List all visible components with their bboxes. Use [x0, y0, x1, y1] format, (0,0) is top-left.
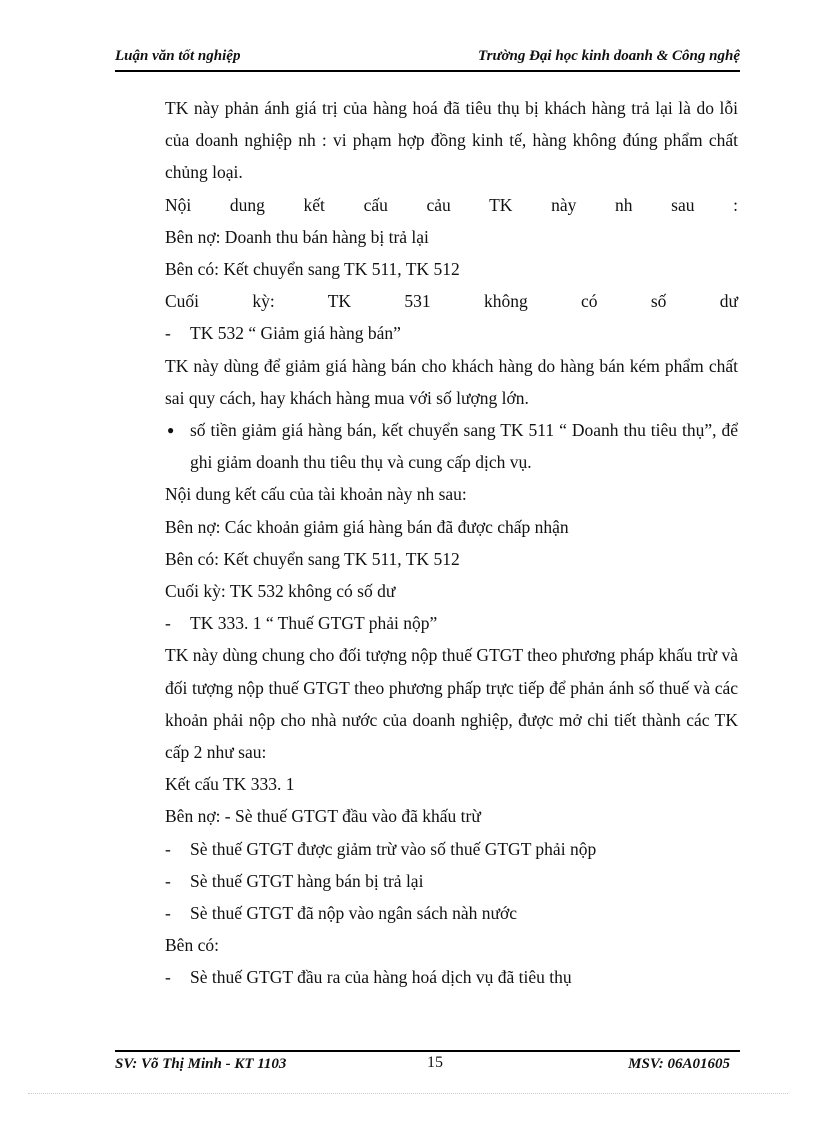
- paragraph-structure-heading-531: Nội dung kết cấu cảu TK này nh sau :: [165, 194, 738, 215]
- dash-marker: -: [165, 870, 171, 891]
- list-item-credit-output: [165, 961, 738, 993]
- paragraph-end-period-532: Cuối kỳ: TK 532 không có số dư: [165, 581, 396, 602]
- bullet-item-discount: [165, 414, 738, 478]
- paragraph-structure-heading-532: Nội dung kết cấu của tài khoản này nh sau:: [165, 484, 467, 505]
- dash-marker: -: [165, 613, 171, 634]
- page-number: 15: [427, 1054, 443, 1071]
- paragraph-tk3331-description: TK này dùng chung cho đối tượng nộp thuế GTGT theo phương pháp khấu trừ và đối tượng nộp thuế GTGT theo phương phấp trực tiếp để phản ánh số thuế và các khoản phải nộp cho nhà nước của doanh nghiệp, được mở chi tiết thành các TK cấp 2 như sau:: [165, 645, 738, 763]
- list-item-text: TK 532 “ Giảm giá hàng bán”: [190, 323, 401, 344]
- page-footer: [115, 1054, 740, 1076]
- paragraph-tk531-description: TK này phản ánh giá trị của hàng hoá đã tiêu thụ bị khách hàng trả lại là do lỗi của doanh nghiệp nh : vi phạm hợp đồng kinh tế, hàng không đúng phẩm chất chủng loại.: [165, 98, 738, 183]
- list-item-debit-reduced: [165, 833, 738, 865]
- paragraph-debit-532: Bên nợ: Các khoản giảm giá hàng bán đã được chấp nhận: [165, 516, 569, 537]
- list-item-debit-paid: [165, 897, 738, 929]
- paragraph-credit-531: Bên có: Kết chuyển sang TK 511, TK 512: [165, 259, 460, 280]
- header-thesis-title: Luận văn tốt nghiệp: [115, 48, 241, 64]
- paragraph-structure-3331: Kết cấu TK 333. 1: [165, 774, 295, 795]
- paragraph-debit-3331: Bên nợ: - Sè thuế GTGT đầu vào đã khấu trừ: [165, 806, 481, 827]
- dash-marker: -: [165, 323, 171, 344]
- bullet-icon: ●: [167, 423, 175, 438]
- dash-marker: -: [165, 838, 171, 859]
- paragraph-end-period-531: Cuối kỳ: TK 531 không có số dư: [165, 291, 738, 312]
- paragraph-credit-532: Bên có: Kết chuyển sang TK 511, TK 512: [165, 548, 460, 569]
- list-item-debit-returned: [165, 865, 738, 897]
- list-item-text: TK 333. 1 “ Thuế GTGT phải nộp”: [190, 613, 438, 634]
- footer-divider: [115, 1050, 740, 1052]
- list-item-text: Sè thuế GTGT đã nộp vào ngân sách nàh nước: [190, 903, 518, 924]
- page-edge-divider: [28, 1093, 788, 1094]
- footer-student-id: MSV: 06A01605: [628, 1056, 730, 1072]
- dash-marker: -: [165, 903, 171, 924]
- list-item-text: Sè thuế GTGT hàng bán bị trả lại: [190, 870, 424, 891]
- list-item-tk3331: [165, 607, 738, 639]
- footer-student-name: SV: Võ Thị Minh - KT 1103: [115, 1056, 287, 1072]
- page-header: [115, 48, 740, 72]
- paragraph-debit-531: Bên nợ: Doanh thu bán hàng bị trả lại: [165, 226, 429, 247]
- paragraph-credit-3331: Bên có:: [165, 935, 219, 956]
- list-item-text: Sè thuế GTGT được giảm trừ vào số thuế GTGT phải nộp: [190, 838, 597, 859]
- list-item-text: Sè thuế GTGT đầu ra của hàng hoá dịch vụ đã tiêu thụ: [190, 967, 572, 988]
- bullet-item-text: số tiền giảm giá hàng bán, kết chuyển sang TK 511 “ Doanh thu tiêu thụ”, để ghi giảm doanh thu tiêu thụ và cung cấp dịch vụ.: [190, 420, 738, 473]
- paragraph-tk532-description: TK này dùng để giảm giá hàng bán cho khách hàng do hàng bán kém phẩm chất sai quy cách, hay khách hàng mua với số lượng lớn.: [165, 355, 738, 408]
- page-body: [165, 92, 738, 994]
- header-university-name: Trường Đại học kinh doanh & Công nghệ: [478, 48, 740, 64]
- list-item-tk532: [165, 317, 738, 349]
- dash-marker: -: [165, 967, 171, 988]
